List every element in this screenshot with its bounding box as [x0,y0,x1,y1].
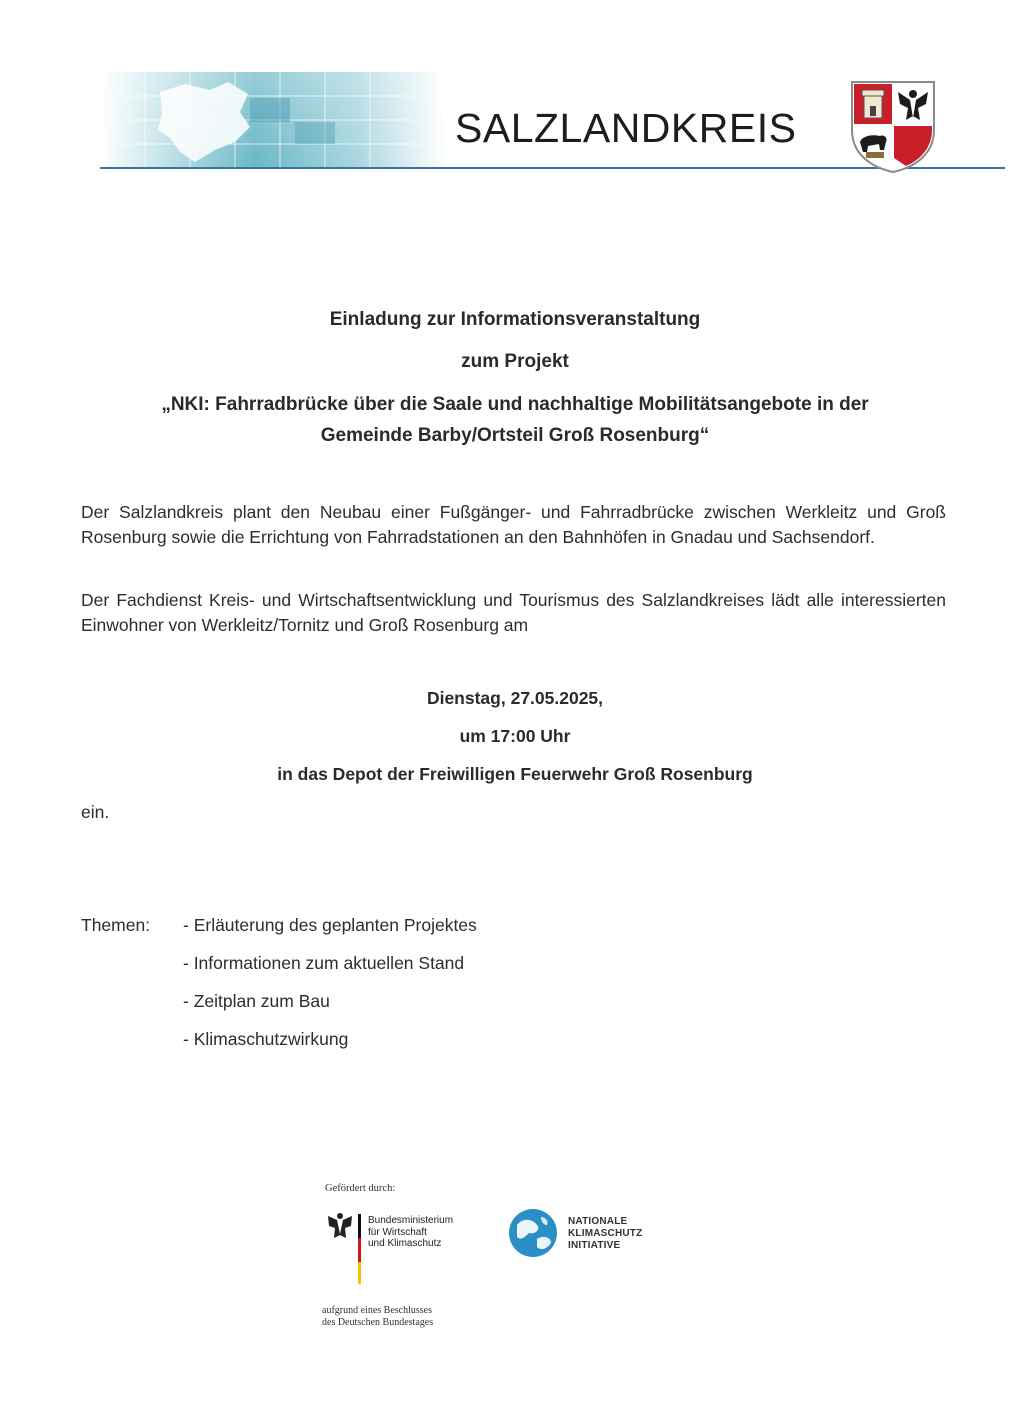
closing-word: ein. [81,802,110,822]
event-time: um 17:00 Uhr [459,726,571,746]
globe-icon [507,1207,559,1259]
organization-name: SALZLANDKREIS [455,105,797,151]
invitation-paragraph: Der Fachdienst Kreis- und Wirtschaftsentwicklung und Tourismus des Salzlandkreises lädt alle interessierten Einwohner von Werkleitz/Tornitz und Groß Rosenburg am [81,590,946,635]
ministry-name [368,1215,453,1250]
invitation-heading: Einladung zur Informationsveranstaltung [329,309,701,330]
topic-item: - Zeitplan zum Bau [183,991,330,1011]
nki-line-2: KLIMASCHUTZ [568,1228,643,1239]
coat-of-arms-icon [848,78,938,174]
topic-item: - Informationen zum aktuellen Stand [183,953,465,973]
ministry-name-line-2: für Wirtschaft [368,1226,427,1238]
topic-item: - Erläuterung des geplanten Projektes [183,915,477,935]
bundestag-line-2: des Deutschen Bundestages [322,1317,434,1328]
event-date: Dienstag, 27.05.2025, [426,688,604,708]
event-location: in das Depot der Freiwilligen Feuerwehr Groß Rosenburg [277,764,753,784]
project-name-line-2: Gemeinde Barby/Ortsteil Groß Rosenburg“ [320,425,710,446]
bundestag-line-1: aufgrund eines Beschlusses [322,1305,432,1316]
topics-label: Themen: [81,915,151,935]
nki-line-3: INITIATIVE [568,1240,621,1251]
project-name-line-1: „NKI: Fahrradbrücke über die Saale und nachhaltige Mobilitätsangebote in der [161,394,869,415]
header-banner-graphic [100,72,445,168]
nki-initiative-name [568,1216,642,1252]
project-subheading: zum Projekt [461,351,569,372]
nki-line-1: NATIONALE [568,1216,628,1227]
ministry-name-line-3: und Klimaschutz [368,1238,442,1249]
funded-by-label: Gefördert durch: [325,1183,396,1194]
topic-item: - Klimaschutzwirkung [183,1029,349,1049]
intro-paragraph: Der Salzlandkreis plant den Neubau einer Fußgänger- und Fahrradbrücke zwischen Werkleitz und Groß Rosenburg sowie die Errichtung von Fahrradstationen an den Bahnhöfen in Gnadau und Sachsendorf. [81,502,946,547]
district-map-graphic [100,72,445,168]
federal-eagle-icon [322,1208,366,1288]
ministry-name-line-1: Bundesministerium [368,1215,454,1226]
bundestag-resolution-note [322,1305,433,1329]
